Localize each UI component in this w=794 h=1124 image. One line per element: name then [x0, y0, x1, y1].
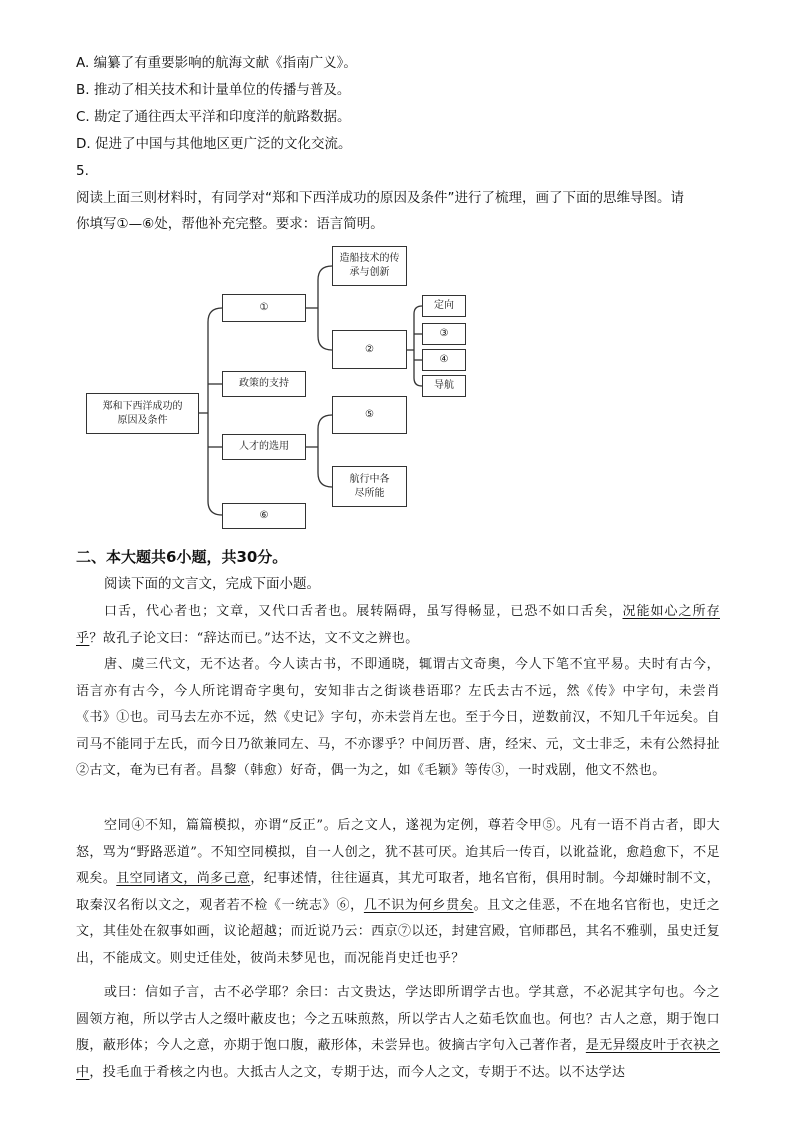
node-2: ② [332, 330, 407, 369]
p3-underlined-2: 几不识为何乡贯矣 [363, 897, 474, 913]
classical-paragraph-4 [76, 980, 720, 1086]
p1-text-end: ？故孔子论文曰：“辞达而已。”达不达，文不文之辨也。 [89, 630, 419, 646]
p1-underlined: 况能如心之所存乎 [76, 604, 720, 646]
option-a: A. 编纂了有重要影响的航海文献《指南广义》。 [76, 55, 357, 71]
option-c: C. 勘定了通往西太平洋和印度洋的航路数据。 [76, 109, 351, 125]
classical-paragraph-1 [76, 599, 720, 652]
p3-text-mid: ，纪事述情，往往逼真，其尤可取者，地名官衔，俱用时制。今却嫌时制不文，取秦汉名衔以文之，观者若不检《一统志》⑥， [76, 871, 720, 913]
node-policy: 政策的支持 [222, 371, 306, 397]
p3-text-end: 。且文之佳恶，不在地名官衔也，史迁之文，其佳处在叙事如画，议论超越；而近说乃云：西京⑦以还，封建宫殿，官师郡邑，其名不雅驯，虽史迁复出，不能成文。则史迁佳处，彼尚未梦见也，而况能肖史迁也乎？ [76, 897, 721, 966]
question-number: 5. [76, 163, 89, 179]
section-instruction: 阅读下面的文言文，完成下面小题。 [104, 576, 320, 592]
node-talent: 人才的选用 [222, 434, 306, 460]
p4-underlined: 是无异缀皮叶于衣袂之中 [76, 1038, 720, 1080]
node-1: ① [222, 294, 306, 322]
p4-text: 或曰：信如子言，古不必学耶？余曰：古文贵达，学达即所谓学古也。学其意，不必泥其字句也。今之圆领方袍，所以学古人之缀叶蔽皮也；今之五味煎熬，所以学古人之茹毛饮血也。何也？古人之意，期于饱口腹，蔽形体；今人之意，亦期于饱口腹，蔽形体，未尝异也。彼摘古字句入己著作者， [76, 985, 720, 1053]
p4-text-end: ，投毛血于肴核之内也。大抵古人之文，专期于达，而今人之文，专期于不达。以不达学达 [89, 1064, 626, 1080]
question-prompt-line1: 阅读上面三则材料时，有同学对“郑和下西洋成功的原因及条件”进行了梳理，画了下面的思维导图。请 [76, 190, 684, 206]
node-shipbuilding: 造船技术的传承与创新 [332, 246, 407, 286]
option-b: B. 推动了相关技术和计量单位的传播与普及。 [76, 82, 351, 98]
option-d: D. 促进了中国与其他地区更广泛的文化交流。 [76, 136, 352, 152]
classical-paragraph-3 [76, 813, 720, 972]
node-daohang: 导航 [422, 375, 466, 397]
question-prompt-line2: 你填写①—⑥处，帮他补充完整。要求：语言简明。 [76, 216, 384, 232]
root-node: 郑和下西洋成功的原因及条件 [86, 393, 199, 434]
node-dingxiang: 定向 [422, 295, 466, 317]
node-5: ⑤ [332, 396, 407, 434]
section-heading: 二、本大题共6小题，共30分。 [76, 548, 288, 566]
node-4: ④ [422, 349, 466, 371]
p1-text: 口舌，代心者也；文章，又代口舌者也。展转隔碍，虽写得畅显，已恐不如口舌矣， [104, 604, 623, 619]
classical-paragraph-2: 唐、虞三代文，无不达者。今人读古书，不即通晓，辄谓古文奇奥，今人下笔不宜平易。夫时有古今，语言亦有古今，今人所诧谓奇字奥句，安知非古之街谈巷语耶？左氏去古不远，然《传》中字句，未尝肖《书》①也。司马去左亦不远，然《史记》字句，亦未尝肖左也。至于今日，逆数前汉，不知几千年远矣。自司马不能同于左氏，而今日乃欲兼同左、马，不亦谬乎？中间历晋、唐，经宋、元，文士非乏，未有公然挦扯②古文，奄为已有者。昌黎（韩愈）好奇，偶一为之，如《毛颖》等传③，一时戏剧，他文不然也。 [76, 657, 720, 778]
p3-underlined-1: 且空同诸文，尚多己意 [116, 871, 251, 886]
node-navigation-roles: 航行中各尽所能 [332, 466, 407, 507]
node-3: ③ [422, 323, 466, 345]
p3-text: 空同④不知，篇篇模拟，亦谓“反正”。后之文人，遂视为定例，尊若令甲⑤。凡有一语不肖古者，即大怒，骂为“野路恶道”。不知空同模拟，自一人创之，犹不甚可厌。迨其后一传百，以讹益讹，愈趋愈下，不足观矣。 [76, 818, 720, 886]
node-6: ⑥ [222, 503, 306, 529]
